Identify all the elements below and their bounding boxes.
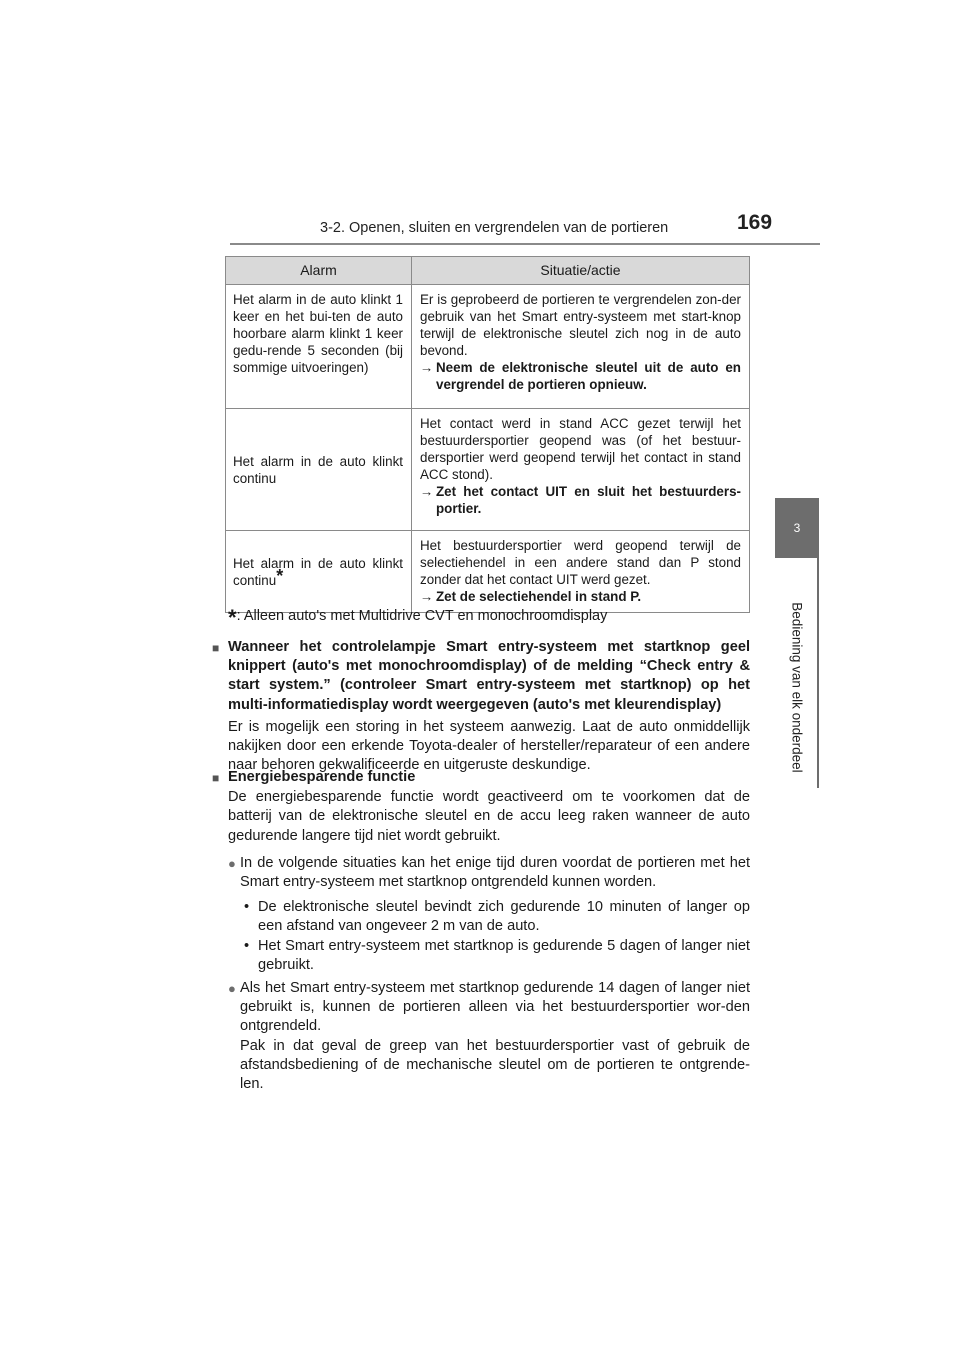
- header-alarm: Alarm: [226, 257, 412, 285]
- alarm-cell: Het alarm in de auto klinkt 1 keer en het bui-ten de auto hoorbare alarm klinkt 1 keer gedu-rende 5 seconden (bij sommige uitvoeringen): [226, 285, 412, 409]
- action-line: [420, 588, 741, 605]
- chapter-tab-rule: [817, 498, 819, 788]
- situation-text: Er is geprobeerd de portieren te vergrendelen zon-der gebruik van het Smart entry-systeem met start-knop terwijl de elektronische sleutel zich nog in de auto bevond.: [420, 292, 741, 358]
- section-heading: [212, 638, 750, 715]
- section-title: 3-2. Openen, sluiten en vergrendelen van de portieren: [320, 220, 669, 236]
- situation-cell: [412, 409, 750, 531]
- action-text: Zet het contact UIT en sluit het bestuurders-portier.: [436, 484, 741, 516]
- section-energy: [212, 768, 750, 1094]
- section-body: Er is mogelijk een storing in het systeem aanwezig. Laat de auto onmiddellijk nakijken door een erkende Toyota-dealer of hersteller/reparateur of een andere naar behoren gekwalificeerde en uitgeruste deskundige.: [228, 718, 750, 774]
- alarm-cell: Het alarm in de auto klinkt continu*: [226, 531, 412, 613]
- circle-bullet-icon: ●: [228, 855, 236, 871]
- action-line: [420, 483, 741, 517]
- square-bullet-icon: ■: [212, 771, 220, 785]
- sub-item-text: De elektronische sleutel bevindt zich gedurende 10 minuten of langer op een afstand van ongeveer 2 m van de auto.: [258, 899, 750, 935]
- list-item-text: Als het Smart entry-systeem met startknop gedurende 14 dagen of langer niet gebruikt is, kunnen de portieren alleen via het bestuurdersportier wor-den ontgrendeld.: [240, 980, 750, 1035]
- list-item: [228, 854, 750, 892]
- heading-text: Wanneer het controlelampje Smart entry-systeem met startknop geel knippert (auto's met monochroomdisplay) of de melding “Check entry & start system.” (controleer Smart entry-systeem met startknop) op het multi-informatiedisplay wordt weergegeven (auto's met kleurendisplay): [228, 639, 750, 713]
- arrow-icon: →: [420, 360, 434, 375]
- list-item: [228, 979, 750, 1094]
- section-storing: [212, 638, 750, 775]
- arrow-icon: →: [420, 484, 434, 499]
- footnote-marker: *: [276, 566, 284, 586]
- table-header-row: [226, 257, 750, 285]
- sub-list-item: [244, 898, 750, 936]
- table-row: [226, 409, 750, 531]
- situation-text: Het bestuurdersportier werd geopend terwijl de selectiehendel in een andere stand dan P stond zonder dat het contact UIT werd gezet.: [420, 538, 741, 587]
- dot-bullet-icon: •: [244, 937, 250, 954]
- chapter-number: 3: [793, 521, 801, 535]
- arrow-icon: →: [420, 589, 434, 604]
- page-number: 169: [737, 211, 773, 234]
- situation-cell: [412, 531, 750, 613]
- table-row: [226, 285, 750, 409]
- list-item-text: In de volgende situaties kan het enige tijd duren voordat de portieren met het Smart entry-systeem met startknop ontgrendeld kunnen worden.: [240, 854, 750, 891]
- square-bullet-icon: ■: [212, 641, 220, 655]
- action-line: [420, 359, 741, 393]
- alarm-cell: Het alarm in de auto klinkt continu: [226, 409, 412, 531]
- situation-cell: [412, 285, 750, 409]
- section-heading: [212, 768, 750, 788]
- action-text: Neem de elektronische sleutel uit de auto en vergrendel de portieren opnieuw.: [436, 360, 741, 392]
- heading-text: Energiebesparende functie: [228, 769, 416, 785]
- footnote: [228, 605, 608, 630]
- chapter-tab: [775, 498, 819, 558]
- section-body: De energiebesparende functie wordt geactiveerd om te voorkomen dat de batterij van de elektronische sleutel en de accu leeg raken wanneer de auto gedurende langere tijd niet wordt gebruikt.: [228, 789, 750, 844]
- situation-text: Het contact werd in stand ACC gezet terwijl het bestuurdersportier geopend was (of het bestuur-dersportier werd geopend terwijl het contact in stand ACC stond).: [420, 416, 741, 482]
- action-text: Zet de selectiehendel in stand P.: [436, 589, 642, 604]
- dot-bullet-icon: •: [244, 899, 250, 916]
- header-situation: Situatie/actie: [412, 257, 750, 285]
- sub-item-text: Het Smart entry-systeem met startknop is gedurende 5 dagen of langer niet gebruikt.: [258, 937, 750, 973]
- list-item-continuation: Pak in dat geval de greep van het bestuurdersportier vast of gebruik de afstandsbediening of de mechanische sleutel om de portieren te ontgrende-len.: [240, 1037, 750, 1093]
- circle-bullet-icon: ●: [228, 981, 236, 997]
- sub-list-item: [244, 937, 750, 975]
- header-rule: [230, 243, 820, 245]
- alarm-table: [225, 256, 750, 613]
- table-row: [226, 531, 750, 613]
- footnote-text: : Alleen auto's met Multidrive CVT en monochroomdisplay: [236, 608, 608, 624]
- footnote-star: *: [228, 605, 237, 630]
